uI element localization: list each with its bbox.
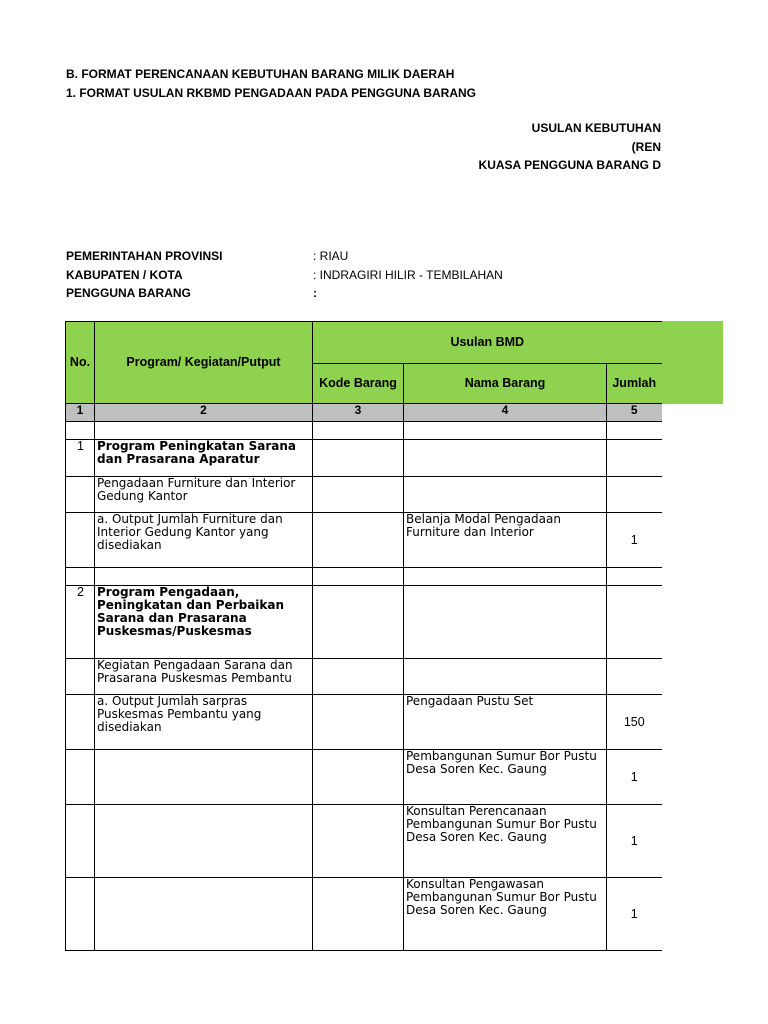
- header-no: No.: [66, 322, 95, 404]
- row-kode: [313, 878, 404, 951]
- row-no: [66, 477, 95, 513]
- header-nama-barang: Nama Barang: [404, 364, 607, 404]
- row-no: [66, 568, 95, 586]
- row-jumlah: 1: [607, 805, 662, 878]
- row-kode: [313, 695, 404, 750]
- row-program: [95, 568, 313, 586]
- user-label: PENGGUNA BARANG: [66, 286, 191, 300]
- table-row: [66, 477, 662, 513]
- row-kode: [313, 422, 404, 440]
- header-kode-barang: Kode Barang: [313, 364, 404, 404]
- row-kode: [313, 586, 404, 659]
- row-program: Pengadaan Furniture dan Interior Gedung Kantor: [95, 477, 313, 513]
- row-no: [66, 750, 95, 805]
- row-no: [66, 695, 95, 750]
- heading-line-1: B. FORMAT PERENCANAAN KEBUTUHAN BARANG MILIK DAERAH: [66, 67, 455, 81]
- row-kode: [313, 805, 404, 878]
- table-row: [66, 878, 662, 951]
- row-no: [66, 513, 95, 568]
- index-cell: 2: [95, 404, 313, 422]
- row-no: [66, 878, 95, 951]
- row-kode: [313, 440, 404, 477]
- index-cell: 4: [404, 404, 607, 422]
- row-no: 1: [66, 440, 95, 477]
- user-value: :: [313, 286, 317, 300]
- table-row: [66, 750, 662, 805]
- table-row: [66, 695, 662, 750]
- rkbmd-table: [65, 321, 662, 951]
- heading-line-2: 1. FORMAT USULAN RKBMD PENGADAAN PADA PENGGUNA BARANG: [66, 86, 476, 100]
- row-jumlah: 1: [607, 878, 662, 951]
- header-program: Program/ Kegiatan/Putput: [95, 322, 313, 404]
- table-row: [66, 586, 662, 659]
- index-cell: 5: [607, 404, 662, 422]
- table-row: [66, 422, 662, 440]
- row-jumlah: [607, 477, 662, 513]
- row-nama: Konsultan Pengawasan Pembangunan Sumur Bor Pustu Desa Soren Kec. Gaung: [404, 878, 607, 951]
- row-kode: [313, 750, 404, 805]
- row-kode: [313, 477, 404, 513]
- row-no: [66, 659, 95, 695]
- table-row: [66, 805, 662, 878]
- table-row: [66, 568, 662, 586]
- table-row: [66, 440, 662, 477]
- row-nama: Belanja Modal Pengadaan Furniture dan Interior: [404, 513, 607, 568]
- row-program: Program Peningkatan Sarana dan Prasarana Aparatur: [95, 440, 313, 477]
- row-program: [95, 750, 313, 805]
- header-fill-overflow: [661, 321, 723, 404]
- row-program: [95, 878, 313, 951]
- row-kode: [313, 513, 404, 568]
- row-program: a. Output Jumlah sarpras Puskesmas Pembantu yang disediakan: [95, 695, 313, 750]
- row-program: [95, 422, 313, 440]
- row-no: [66, 422, 95, 440]
- row-jumlah: 1: [607, 750, 662, 805]
- row-program: Program Pengadaan, Peningkatan dan Perbaikan Sarana dan Prasarana Puskesmas/Puskesmas: [95, 586, 313, 659]
- row-nama: Pengadaan Pustu Set: [404, 695, 607, 750]
- row-kode: [313, 659, 404, 695]
- row-nama: [404, 586, 607, 659]
- row-nama: Pembangunan Sumur Bor Pustu Desa Soren Kec. Gaung: [404, 750, 607, 805]
- index-cell: 1: [66, 404, 95, 422]
- row-nama: [404, 440, 607, 477]
- header-usulan-bmd: Usulan BMD: [313, 322, 662, 364]
- row-nama: [404, 477, 607, 513]
- row-jumlah: [607, 586, 662, 659]
- row-nama: [404, 568, 607, 586]
- province-value: : RIAU: [313, 249, 349, 263]
- row-nama: [404, 422, 607, 440]
- title-line-2: (REN: [631, 140, 661, 154]
- row-jumlah: [607, 568, 662, 586]
- title-line-3: KUASA PENGGUNA BARANG D: [478, 158, 661, 172]
- table-row: [66, 513, 662, 568]
- row-program: Kegiatan Pengadaan Sarana dan Prasarana Puskesmas Pembantu: [95, 659, 313, 695]
- row-jumlah: [607, 659, 662, 695]
- province-label: PEMERINTAHAN PROVINSI: [66, 249, 223, 263]
- title-line-1: USULAN KEBUTUHAN: [531, 121, 661, 135]
- row-jumlah: 150: [607, 695, 662, 750]
- row-jumlah: [607, 440, 662, 477]
- header-jumlah: Jumlah: [607, 364, 662, 404]
- row-program: a. Output Jumlah Furniture dan Interior Gedung Kantor yang disediakan: [95, 513, 313, 568]
- index-cell: 3: [313, 404, 404, 422]
- row-jumlah: 1: [607, 513, 662, 568]
- regency-label: KABUPATEN / KOTA: [66, 268, 183, 282]
- row-no: 2: [66, 586, 95, 659]
- row-no: [66, 805, 95, 878]
- regency-value: : INDRAGIRI HILIR - TEMBILAHAN: [313, 268, 503, 282]
- row-jumlah: [607, 422, 662, 440]
- table-row: [66, 659, 662, 695]
- row-nama: Konsultan Perencanaan Pembangunan Sumur Bor Pustu Desa Soren Kec. Gaung: [404, 805, 607, 878]
- row-nama: [404, 659, 607, 695]
- row-kode: [313, 568, 404, 586]
- row-program: [95, 805, 313, 878]
